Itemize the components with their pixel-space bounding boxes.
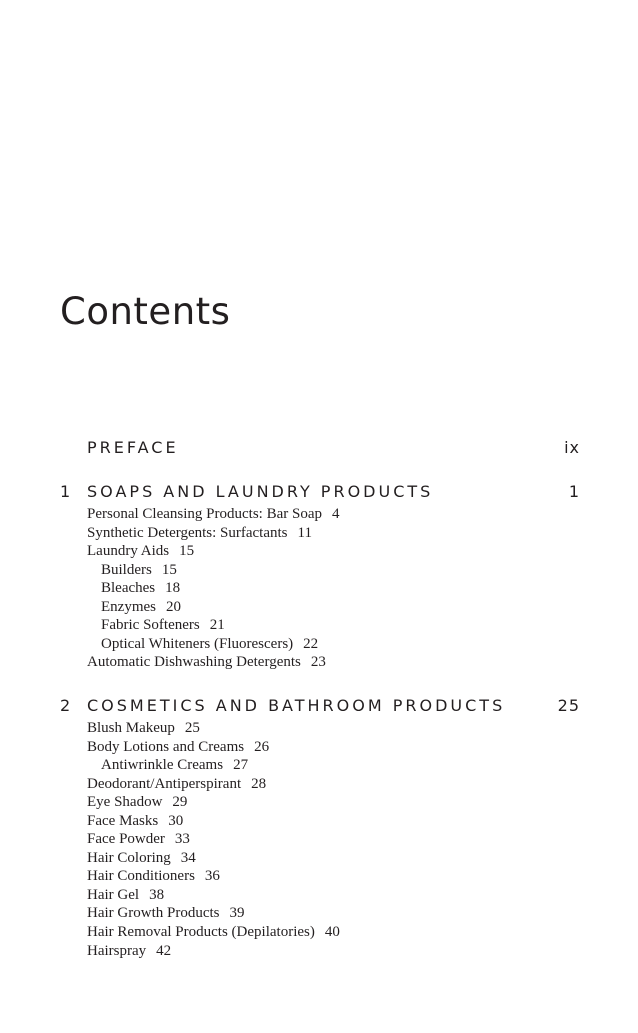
entry-title: Eye Shadow — [87, 794, 163, 811]
entry-page-number: 15 — [179, 543, 195, 560]
entry-page-number: 40 — [324, 924, 340, 941]
chapter-1-heading[interactable] — [0, 482, 638, 504]
entry-title: Face Powder — [87, 831, 165, 848]
toc-entry[interactable] — [87, 653, 339, 672]
entry-title: Synthetic Detergents: Surfactants — [87, 524, 288, 541]
entry-page-number: 29 — [172, 794, 188, 811]
entry-title: Hair Removal Products (Depilatories) — [87, 924, 315, 941]
entry-page-number: 27 — [233, 757, 249, 774]
entry-title: Face Masks — [87, 812, 159, 829]
chapter-2-entries — [87, 719, 340, 960]
entry-title: Body Lotions and Creams — [87, 738, 245, 755]
toc-subentry[interactable] — [87, 616, 339, 635]
entry-title: Laundry Aids — [87, 543, 170, 560]
entry-page-number: 15 — [161, 561, 177, 578]
toc-subentry[interactable] — [87, 635, 339, 654]
entry-page-number: 21 — [209, 617, 225, 634]
preface-label: PREFACE — [87, 438, 179, 457]
chapter-1-entries — [87, 505, 339, 672]
toc-subentry[interactable] — [87, 756, 340, 775]
chapter-title: COSMETICS AND BATHROOM PRODUCTS — [87, 696, 506, 715]
entry-title: Hair Gel — [87, 886, 140, 903]
preface-heading[interactable] — [0, 438, 638, 460]
entry-title: Bleaches — [101, 580, 156, 597]
toc-entry[interactable] — [87, 886, 340, 905]
entry-title: Deodorant/Antiperspirant — [87, 775, 242, 792]
toc-entry[interactable] — [87, 867, 340, 886]
toc-entry[interactable] — [87, 849, 340, 868]
toc-entry[interactable] — [87, 942, 340, 961]
entry-title: Hair Growth Products — [87, 905, 220, 922]
entry-title: Personal Cleansing Products: Bar Soap — [87, 506, 322, 522]
entry-page-number: 38 — [149, 886, 165, 903]
entry-page-number: 34 — [180, 849, 196, 866]
entry-page-number: 25 — [184, 720, 200, 736]
entry-title: Blush Makeup — [87, 720, 175, 736]
page-title: Contents — [60, 290, 231, 333]
entry-page-number: 39 — [229, 905, 245, 922]
entry-title: Antiwrinkle Creams — [101, 757, 224, 774]
chapter-page-number: 1 — [568, 482, 580, 501]
chapter-page-number: 25 — [557, 696, 580, 715]
entry-page-number: 23 — [310, 654, 326, 671]
entry-page-number: 28 — [251, 775, 267, 792]
toc-entry[interactable] — [87, 923, 340, 942]
preface-page-number: ix — [564, 438, 580, 457]
entry-title: Hair Coloring — [87, 849, 171, 866]
entry-page-number: 33 — [174, 831, 190, 848]
toc-entry[interactable] — [87, 904, 340, 923]
entry-title: Optical Whiteners (Fluorescers) — [101, 635, 294, 652]
entry-title: Hair Conditioners — [87, 868, 195, 885]
toc-entry[interactable] — [87, 738, 340, 757]
toc-entry[interactable] — [87, 812, 340, 831]
toc-subentry[interactable] — [87, 561, 339, 580]
toc-subentry[interactable] — [87, 598, 339, 617]
entry-page-number: 26 — [254, 738, 270, 755]
entry-page-number: 30 — [168, 812, 184, 829]
entry-title: Fabric Softeners — [101, 617, 200, 634]
entry-page-number: 22 — [303, 635, 319, 652]
entry-page-number: 36 — [204, 868, 220, 885]
toc-entry[interactable] — [87, 830, 340, 849]
toc-entry[interactable] — [87, 505, 339, 524]
entry-page-number: 18 — [165, 580, 181, 597]
entry-page-number: 42 — [156, 942, 172, 959]
toc-entry[interactable] — [87, 719, 340, 738]
toc-entry[interactable] — [87, 775, 340, 794]
entry-page-number: 20 — [165, 598, 181, 615]
entry-title: Hairspray — [87, 942, 147, 959]
entry-page-number: 4 — [331, 506, 340, 522]
toc-entry[interactable] — [87, 524, 339, 543]
toc-subentry[interactable] — [87, 579, 339, 598]
chapter-number: 2 — [60, 696, 71, 715]
entry-page-number: 11 — [297, 524, 312, 541]
entry-title: Automatic Dishwashing Detergents — [87, 654, 301, 671]
entry-title: Builders — [101, 561, 152, 578]
toc-entry[interactable] — [87, 793, 340, 812]
toc-entry[interactable] — [87, 542, 339, 561]
chapter-number: 1 — [60, 482, 71, 501]
chapter-2-heading[interactable] — [0, 696, 638, 718]
chapter-title: SOAPS AND LAUNDRY PRODUCTS — [87, 482, 434, 501]
entry-title: Enzymes — [101, 598, 156, 615]
